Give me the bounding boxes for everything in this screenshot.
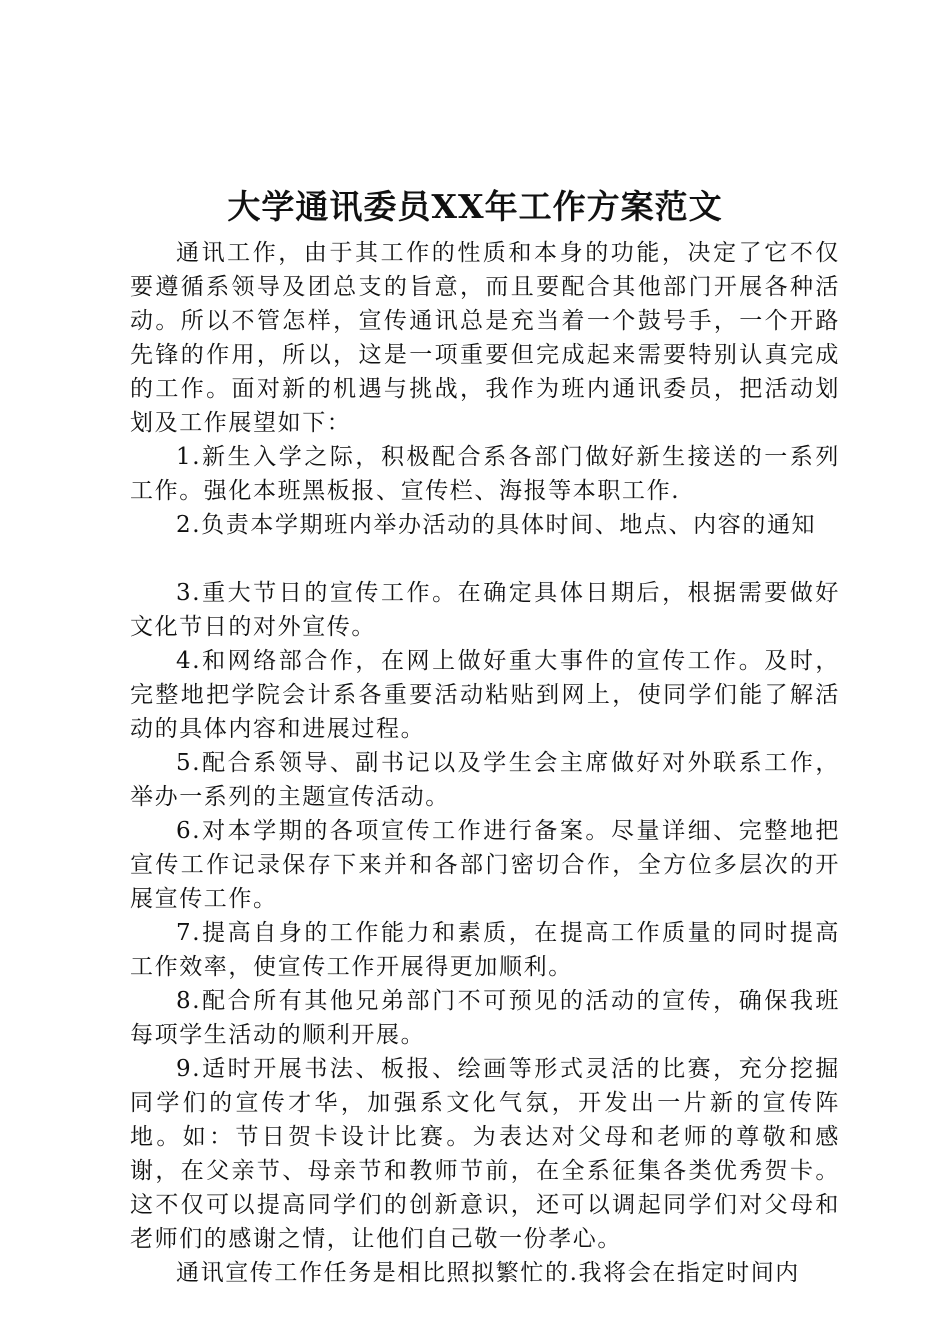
document-title: 大学通讯委员XX年工作方案范文: [227, 187, 723, 226]
document-body: [130, 236, 840, 1290]
list-item-3: 3.重大节日的宣传工作。在确定具体日期后，根据需要做好文化节日的对外宣传。: [130, 580, 840, 640]
blank-line: [130, 542, 840, 576]
list-item-6: 6.对本学期的各项宣传工作进行备案。尽量详细、完整地把宣传工作记录保存下来并和各部门密切合作，全方位多层次的开展宣传工作。: [130, 818, 840, 912]
list-item-5: 5.配合系领导、副书记以及学生会主席做好对外联系工作，举办一系列的主题宣传活动。: [130, 750, 840, 810]
list-item-2: 2.负责本学期班内举办活动的具体时间、地点、内容的通知: [176, 512, 817, 538]
list-item-4: 4.和网络部合作，在网上做好重大事件的宣传工作。及时，完整地把学院会计系各重要活动粘贴到网上，使同学们能了解活动的具体内容和进展过程。: [130, 648, 840, 742]
intro-paragraph: 通讯工作，由于其工作的性质和本身的功能，决定了它不仅要遵循系领导及团总支的旨意，而且要配合其他部门开展各种活动。所以不管怎样，宣传通讯总是充当着一个鼓号手，一个开路先锋的作用，所以，这是一项重要但完成起来需要特别认真完成的工作。面对新的机遇与挑战，我作为班内通讯委员，把活动划划及工作展望如下：: [130, 240, 840, 436]
list-item-9: 9.适时开展书法、板报、绘画等形式灵活的比赛，充分挖掘同学们的宣传才华，加强系文化气氛，开发出一片新的宣传阵地。如：节日贺卡设计比赛。为表达对父母和老师的尊敬和感谢，在父亲节、母亲节和教师节前，在全系征集各类优秀贺卡。这不仅可以提高同学们的创新意识，还可以调起同学们对父母和老师们的感谢之情，让他们自己敬一份孝心。: [130, 1056, 840, 1252]
closing-paragraph: 通讯宣传工作任务是相比照拟繁忙的.我将会在指定时间内: [176, 1260, 800, 1286]
list-item-1: 1.新生入学之际，积极配合系各部门做好新生接送的一系列工作。强化本班黑板报、宣传栏、海报等本职工作.: [130, 444, 840, 504]
list-item-7: 7.提高自身的工作能力和素质，在提高工作质量的同时提高工作效率，使宣传工作开展得更加顺利。: [130, 920, 840, 980]
list-item-8: 8.配合所有其他兄弟部门不可预见的活动的宣传，确保我班每项学生活动的顺利开展。: [130, 988, 840, 1048]
